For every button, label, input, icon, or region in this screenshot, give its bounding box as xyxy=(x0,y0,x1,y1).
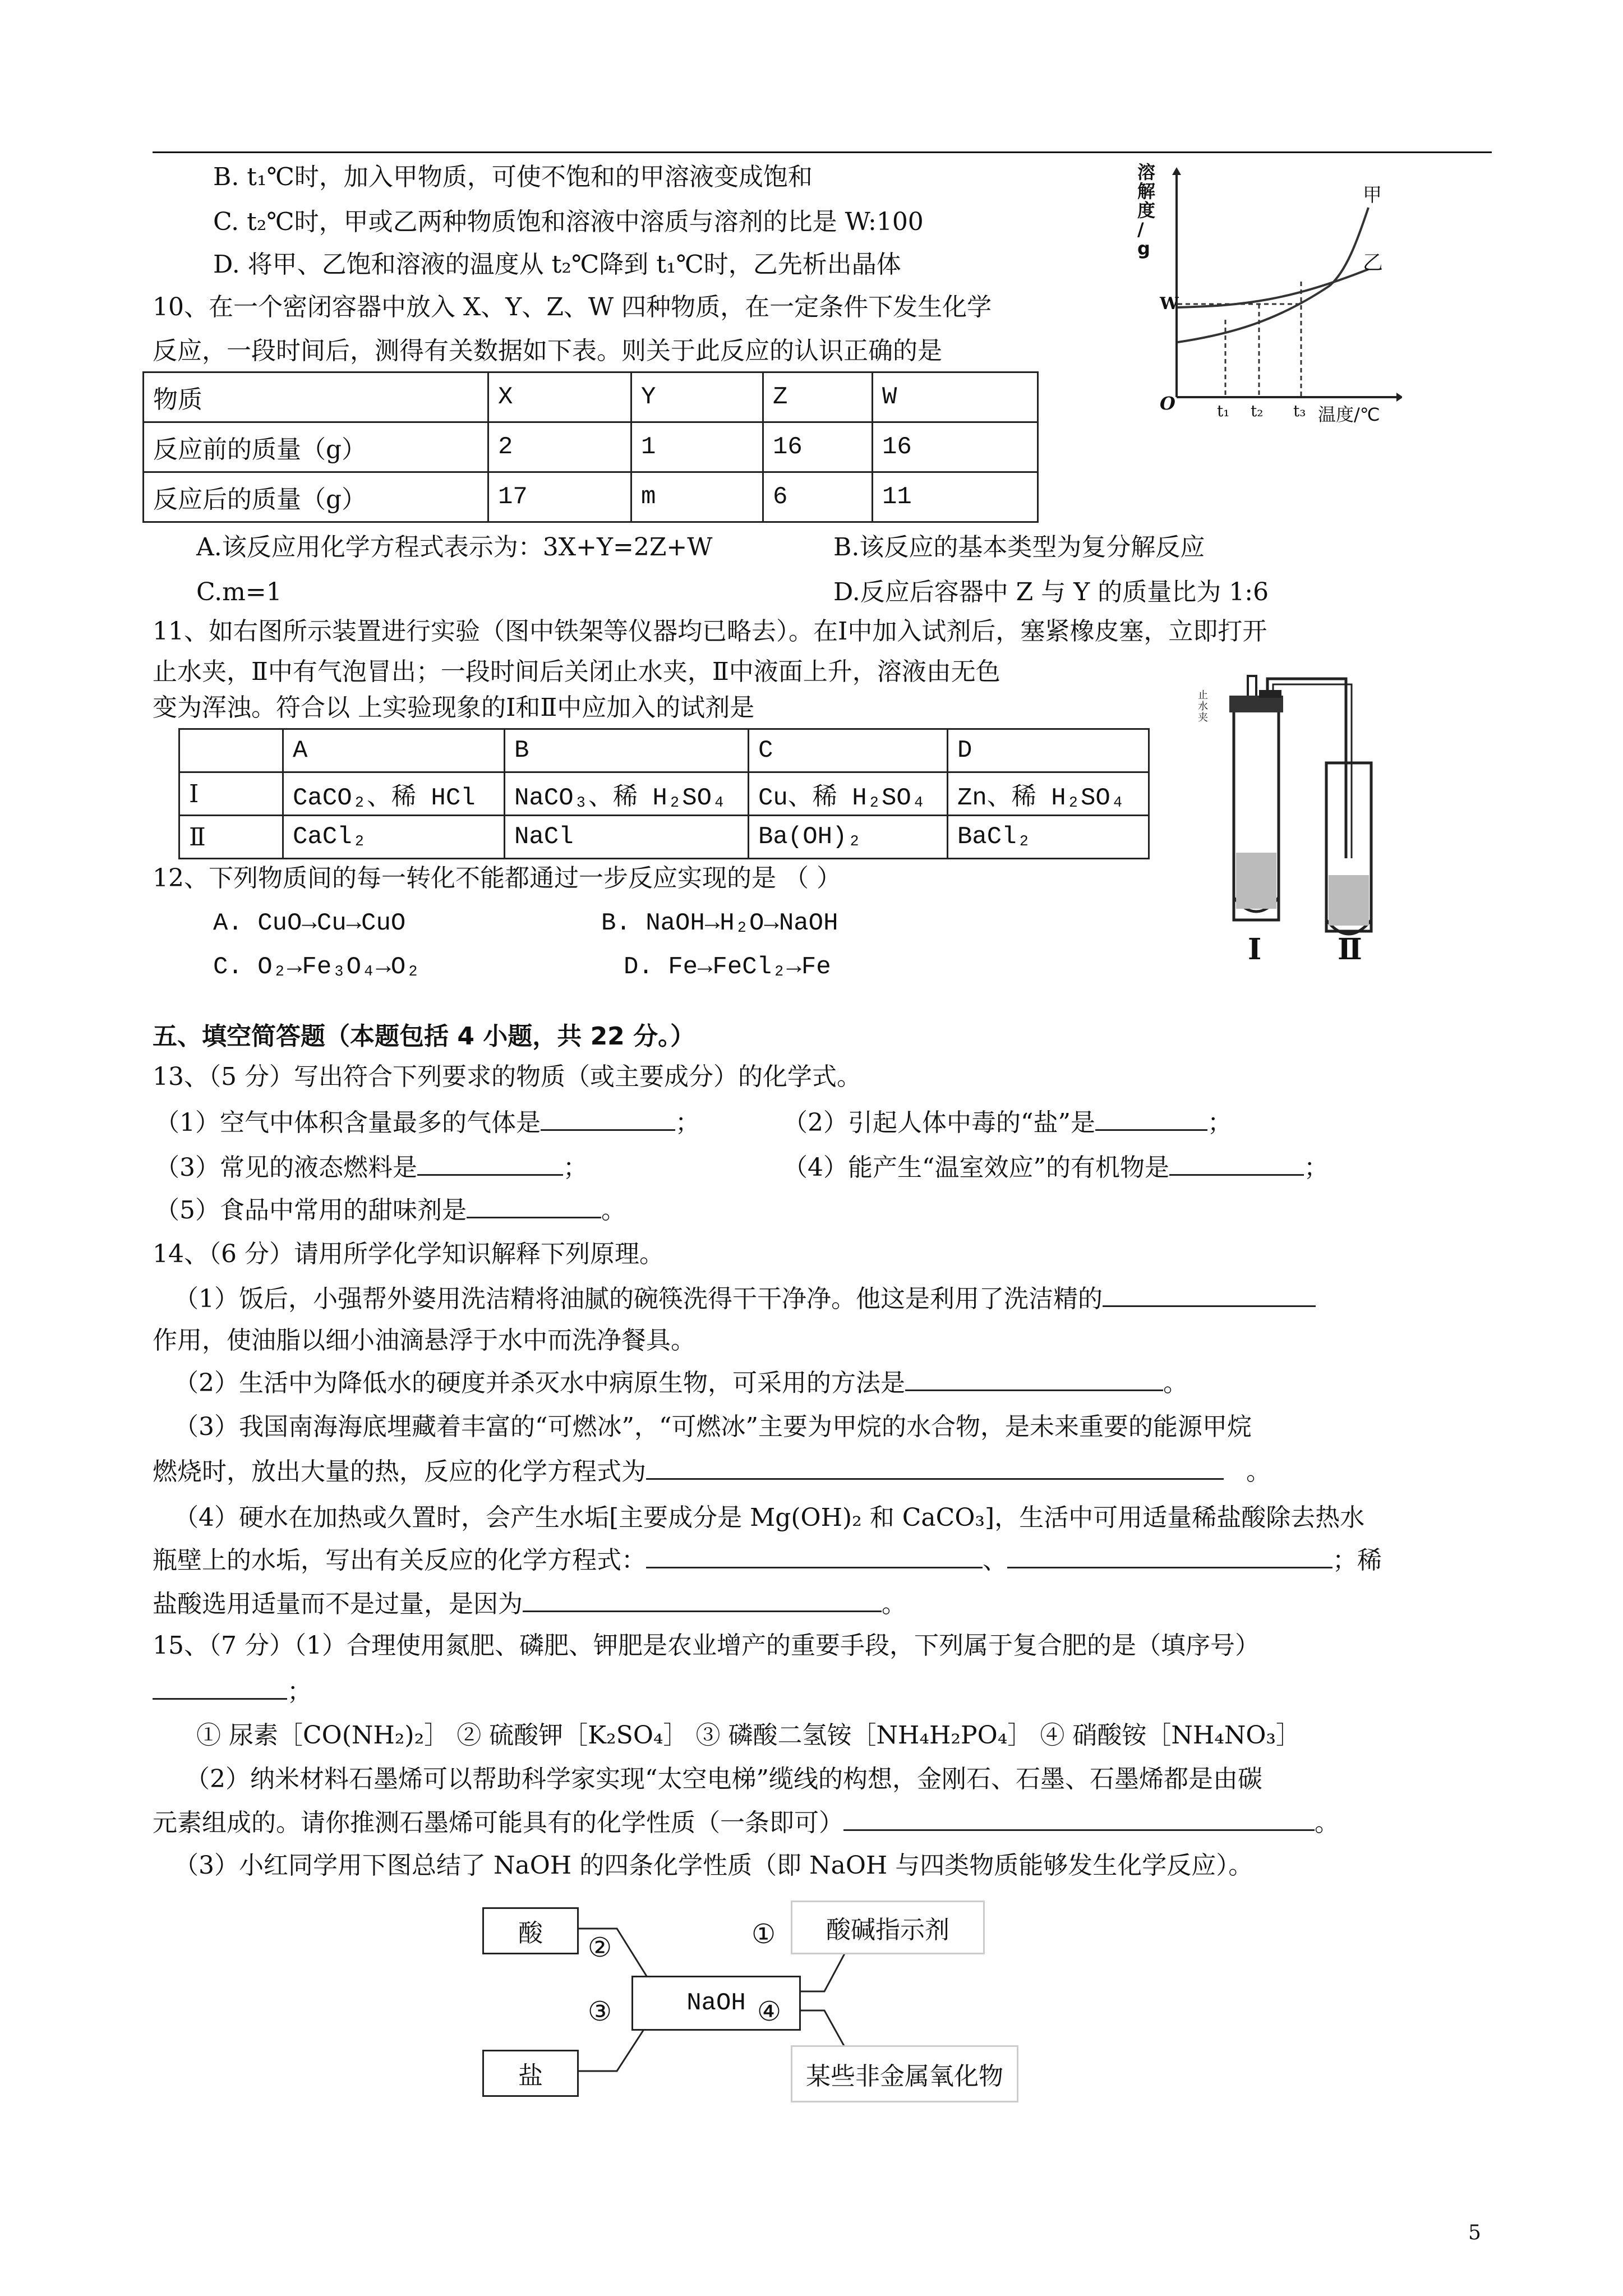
table-cell: 6 xyxy=(763,472,873,522)
apparatus-figure xyxy=(1195,673,1408,970)
table-row xyxy=(144,422,1038,472)
q10-option-c: C.m=1 xyxy=(196,578,282,606)
table-cell: 16 xyxy=(763,422,873,472)
q15-part2-line2 xyxy=(153,1806,1339,1840)
q13-part3-text: （3）常见的液态燃料是 xyxy=(155,1153,417,1182)
q15-part3: （3）小红同学用下图总结了 NaOH 的四条化学性质（即 NaOH 与四类物质能够发生化学反应）。 xyxy=(174,1851,1253,1880)
q15-part2-text: 元素组成的。请你推测石墨烯可能具有的化学性质（一条即可） xyxy=(153,1809,843,1837)
table-cell: Cu、稀 H₂SO₄ xyxy=(749,772,948,816)
q10-table xyxy=(142,371,1039,523)
q12-option-a: A. CuO→Cu→CuO xyxy=(213,909,406,937)
table-cell: Ba(OH)₂ xyxy=(749,816,948,859)
answer-blank[interactable] xyxy=(905,1367,1163,1391)
tube-1-inlet xyxy=(1248,676,1256,696)
q11-stem-line3: 变为浑浊。符合以 上实验现象的Ⅰ和Ⅱ中应加入的试剂是 xyxy=(153,693,755,722)
q14-part3-text: 燃烧时，放出大量的热，反应的化学方程式为 xyxy=(153,1457,646,1486)
answer-blank[interactable] xyxy=(1007,1544,1332,1568)
table-cell: BaCl₂ xyxy=(948,816,1149,859)
box-naoh: NaOH xyxy=(631,1976,801,2031)
semicolon: ； xyxy=(563,1153,588,1182)
connecting-tube-inner xyxy=(1273,684,1352,858)
q11-stem-line2: 止水夹，Ⅱ中有气泡冒出；一段时间后关闭止水夹，Ⅱ中液面上升，溶液由无色 xyxy=(153,657,1000,686)
table-cell: 反应前的质量（g） xyxy=(144,422,488,472)
answer-blank[interactable] xyxy=(646,1544,983,1568)
q14-part3-line1: （3）我国南海海底埋藏着丰富的“可燃冰”，“可燃冰”主要为甲烷的水合物，是未来重要的能源甲烷 xyxy=(174,1412,1252,1441)
q13-part3 xyxy=(155,1151,588,1185)
table-cell: X xyxy=(488,372,631,422)
semicolon: ； xyxy=(287,1677,312,1706)
semicolon: ； xyxy=(1207,1108,1232,1137)
table-cell: 反应后的质量（g） xyxy=(144,472,488,522)
q9-option-b: B. t₁℃时，加入甲物质，可使不饱和的甲溶液变成饱和 xyxy=(213,163,813,191)
q9-option-c: C. t₂℃时，甲或乙两种物质饱和溶液中溶质与溶剂的比是 W:100 xyxy=(213,208,924,236)
q10-stem-line2: 反应，一段时间后，测得有关数据如下表。则关于此反应的认识正确的是 xyxy=(153,337,942,365)
semicolon: ； xyxy=(1303,1153,1329,1182)
q14-part4-line3 xyxy=(153,1588,906,1621)
q14-part1-line1 xyxy=(174,1282,1316,1316)
tube-1-stopper xyxy=(1229,696,1283,712)
curve-jia xyxy=(1178,208,1368,342)
table-cell: 1 xyxy=(631,422,763,472)
table-cell: Ⅱ xyxy=(179,816,283,859)
q14-part1-line2: 作用，使油脂以细小油滴悬浮于水中而洗净餐具。 xyxy=(153,1326,695,1355)
table-cell xyxy=(179,729,283,772)
tube-2-label: Ⅱ xyxy=(1338,932,1362,967)
curve-yi-label: 乙 xyxy=(1363,251,1384,274)
tube-2-liquid xyxy=(1329,875,1369,926)
table-cell: m xyxy=(631,472,763,522)
answer-blank[interactable] xyxy=(1103,1283,1316,1307)
tube-1-label: Ⅰ xyxy=(1248,932,1262,967)
q13-part2-text: （2）引起人体中毒的“盐”是 xyxy=(783,1108,1095,1137)
q13-part2 xyxy=(783,1106,1232,1140)
x-axis-arrow xyxy=(1396,393,1402,402)
q13-part4 xyxy=(783,1151,1329,1185)
apparatus-svg xyxy=(1195,673,1408,970)
answer-blank[interactable] xyxy=(153,1676,287,1700)
q15-part2-line1: （2）纳米材料石墨烯可以帮助科学家实现“太空电梯”缆线的构想，金刚石、石墨、石墨烯都是由碳 xyxy=(185,1765,1262,1793)
box-salt: 盐 xyxy=(482,2050,579,2097)
table-cell: CaCl₂ xyxy=(283,816,505,859)
header-rule xyxy=(153,151,1492,153)
table-cell: CaCO₂、稀 HCl xyxy=(283,772,505,816)
q15-part1-line2 xyxy=(153,1675,312,1709)
table-cell: A xyxy=(283,729,505,772)
q13-stem: 13、（5 分）写出符合下列要求的物质（或主要成分）的化学式。 xyxy=(153,1062,861,1091)
q14-part2 xyxy=(174,1366,1188,1400)
q14-part4-line2 xyxy=(153,1544,1382,1577)
answer-blank[interactable] xyxy=(467,1194,601,1218)
curve-jia-label: 甲 xyxy=(1363,184,1382,206)
table-cell: 16 xyxy=(873,422,1038,472)
table-cell: 2 xyxy=(488,422,631,472)
line-end: ；稀 xyxy=(1332,1546,1382,1575)
period: 。 xyxy=(1163,1369,1188,1397)
table-cell: 物质 xyxy=(144,372,488,422)
q12-option-b: B. NaOH→H₂O→NaOH xyxy=(601,909,838,937)
q14-stem: 14、（6 分）请用所学化学知识解释下列原理。 xyxy=(153,1240,664,1268)
table-cell: Y xyxy=(631,372,763,422)
page-number: 5 xyxy=(1468,2221,1481,2244)
table-row xyxy=(179,816,1149,859)
q11-stem-line1: 11、如右图所示装置进行实验（图中铁架等仪器均已略去）。在Ⅰ中加入试剂后，塞紧橡皮塞，立即打开 xyxy=(153,617,1267,646)
period: 。 xyxy=(601,1196,626,1225)
q9-option-d: D. 将甲、乙饱和溶液的温度从 t₂℃降到 t₁℃时，乙先析出晶体 xyxy=(213,250,901,279)
clamp-label: 止水夹 xyxy=(1198,689,1208,724)
table-row xyxy=(144,472,1038,522)
table-cell: C xyxy=(749,729,948,772)
box-indicator: 酸碱指示剂 xyxy=(791,1901,985,1954)
table-cell: 17 xyxy=(488,472,631,522)
q11-table xyxy=(178,728,1150,859)
q15-part1-line1: 15、（7 分）（1）合理使用氮肥、磷肥、钾肥是农业增产的重要手段，下列属于复合肥的是（填序号） xyxy=(153,1631,1260,1660)
q14-part2-text: （2）生活中为降低水的硬度并杀灭水中病原生物，可采用的方法是 xyxy=(174,1369,905,1397)
table-cell: NaCO₃、稀 H₂SO₄ xyxy=(505,772,749,816)
q12-option-c: C. O₂→Fe₃O₄→O₂ xyxy=(213,953,421,981)
separator: 、 xyxy=(983,1546,1007,1575)
origin-label: O xyxy=(1160,393,1175,414)
q10-option-d: D.反应后容器中 Z 与 Y 的质量比为 1:6 xyxy=(833,578,1269,606)
marker-3: ③ xyxy=(588,1996,612,2027)
box-acid: 酸 xyxy=(482,1907,579,1954)
q12-stem: 12、下列物质间的每一转化不能都通过一步反应实现的是 （ ） xyxy=(153,864,841,892)
solubility-graph xyxy=(1133,157,1402,438)
table-cell: W xyxy=(873,372,1038,422)
table-cell: Zn、稀 H₂SO₄ xyxy=(948,772,1149,816)
q12-option-d: D. Fe→FeCl₂→Fe xyxy=(624,953,831,981)
x-axis-label: 温度/℃ xyxy=(1318,404,1380,425)
answer-blank[interactable] xyxy=(541,1107,675,1131)
q13-part4-text: （4）能产生“温室效应”的有机物是 xyxy=(783,1153,1169,1182)
semicolon: ； xyxy=(675,1108,700,1137)
answer-blank[interactable] xyxy=(523,1588,882,1612)
section-five-title: 五、填空简答题（本题包括 4 小题，共 22 分。） xyxy=(153,1022,695,1051)
t1-label: t₁ xyxy=(1217,402,1230,420)
table-row xyxy=(179,729,1149,772)
q14-part4-line1: （4）硬水在加热或久置时，会产生水垢[主要成分是 Mg(OH)₂ 和 CaCO₃]，生活中可用适量稀盐酸除去热水 xyxy=(174,1503,1365,1532)
q15-options: ① 尿素［CO(NH₂)₂］ ② 硫酸钾［K₂SO₄］ ③ 磷酸二氢铵［NH₄H₂PO₄］ ④ 硝酸铵［NH₄NO₃］ xyxy=(196,1721,1301,1750)
clamp-icon xyxy=(1259,690,1281,698)
q14-part3-line2 xyxy=(153,1455,1271,1489)
q13-part5 xyxy=(155,1194,626,1227)
box-oxide: 某些非金属氧化物 xyxy=(791,2045,1018,2102)
marker-4: ④ xyxy=(757,1996,782,2027)
q14-part4-text: 瓶壁上的水垢，写出有关反应的化学方程式： xyxy=(153,1546,646,1575)
t3-label: t₃ xyxy=(1293,402,1306,420)
marker-1: ① xyxy=(751,1918,776,1950)
y-axis-arrow xyxy=(1172,167,1181,175)
table-cell: Ⅰ xyxy=(179,772,283,816)
naoh-diagram xyxy=(477,1896,1038,2115)
answer-blank[interactable] xyxy=(646,1456,1224,1480)
t2-label: t₂ xyxy=(1251,402,1264,420)
period: 。 xyxy=(1246,1457,1271,1486)
table-cell: D xyxy=(948,729,1149,772)
tube-1-liquid xyxy=(1236,853,1276,909)
q14-part1-text: （1）饭后，小强帮外婆用洗洁精将油腻的碗筷洗得干干净净。他这是利用了洗洁精的 xyxy=(174,1285,1103,1313)
q10-stem-line1: 10、在一个密闭容器中放入 X、Y、Z、W 四种物质，在一定条件下发生化学 xyxy=(153,293,992,321)
table-cell: NaCl xyxy=(505,816,749,859)
period: 。 xyxy=(1315,1809,1339,1837)
table-cell: Z xyxy=(763,372,873,422)
q13-part1 xyxy=(155,1106,700,1140)
table-cell: B xyxy=(505,729,749,772)
answer-blank[interactable] xyxy=(1095,1107,1207,1131)
q13-part5-text: （5）食品中常用的甜味剂是 xyxy=(155,1196,467,1225)
table-row xyxy=(144,372,1038,422)
period: 。 xyxy=(882,1590,906,1618)
marker-2: ② xyxy=(588,1932,612,1963)
table-row xyxy=(179,772,1149,816)
w-tick-label: W xyxy=(1160,294,1179,314)
y-axis-label: 溶 解 度 / g xyxy=(1137,162,1156,259)
q10-option-b: B.该反应的基本类型为复分解反应 xyxy=(833,533,1205,562)
q14-part4-reason-text: 盐酸选用适量而不是过量，是因为 xyxy=(153,1590,523,1618)
answer-blank[interactable] xyxy=(417,1152,563,1176)
q10-option-a: A.该反应用化学方程式表示为：3X+Y=2Z+W xyxy=(196,533,713,562)
answer-blank[interactable] xyxy=(843,1807,1315,1831)
table-cell: 11 xyxy=(873,472,1038,522)
answer-blank[interactable] xyxy=(1169,1152,1304,1176)
q13-part1-text: （1）空气中体积含量最多的气体是 xyxy=(155,1108,541,1137)
